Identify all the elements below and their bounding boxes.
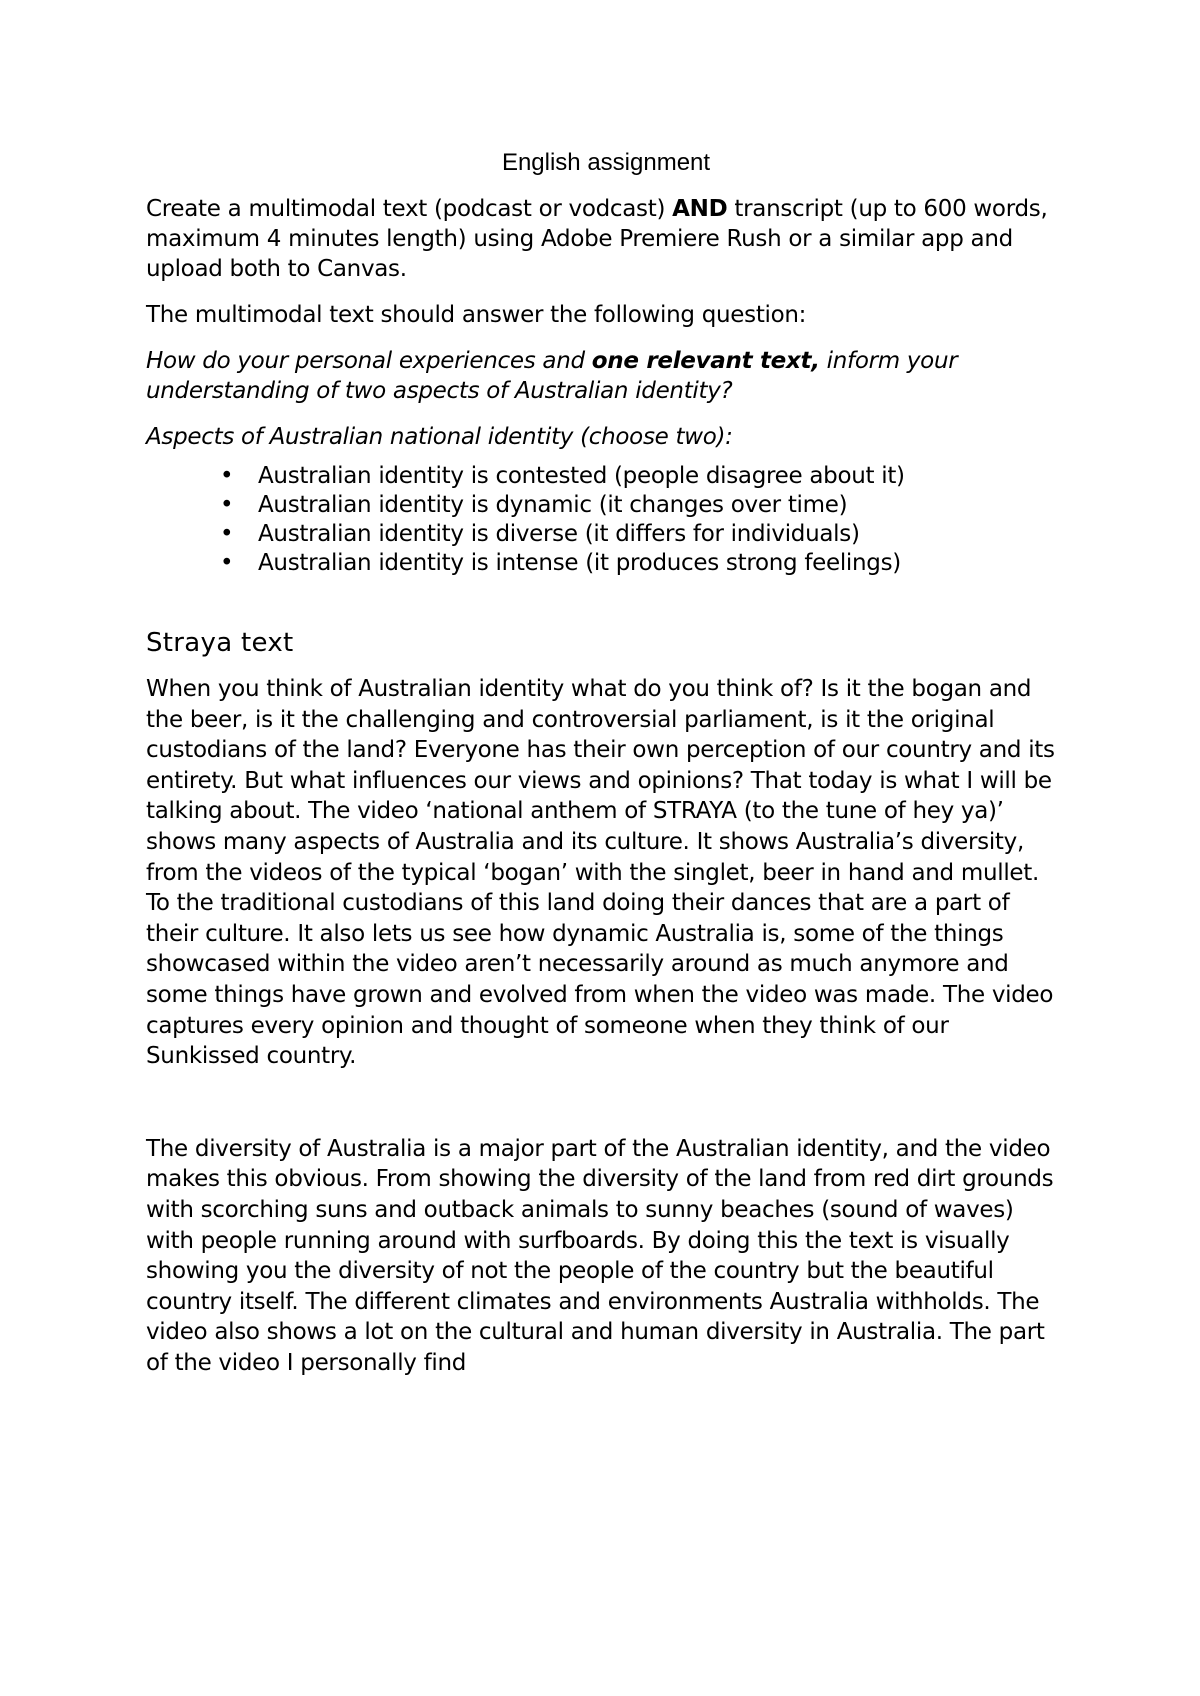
assignment-instructions (146, 194, 1066, 284)
bullet-icon: • (220, 463, 234, 489)
aspects-list (146, 462, 1066, 578)
aspect-text: Australian identity is intense (it produces strong feelings) (258, 550, 901, 576)
aspect-text: Australian identity is dynamic (it changes over time) (258, 492, 848, 518)
document-title: English assignment (501, 149, 711, 176)
question-emphasis: one relevant text, (591, 348, 820, 374)
instructions-text-1: Create a multimodal text (podcast or vodcast) (146, 196, 673, 222)
aspect-item (146, 520, 1066, 549)
aspects-label: Aspects of Australian national identity (choose two): (146, 424, 733, 450)
section-heading: Straya text (146, 628, 294, 658)
bullet-icon: • (220, 550, 234, 576)
aspect-text: Australian identity is diverse (it differs for individuals) (258, 521, 860, 547)
instructions-text-2: transcript (up to 600 words, maximum 4 minutes length) using Adobe Premiere Rush or a similar app and upload both to Canvas. (146, 196, 1048, 282)
bullet-icon: • (220, 521, 234, 547)
essay-paragraph: The diversity of Australia is a major part of the Australian identity, and the video makes this obvious. From showing the diversity of the land from red dirt grounds with scorching suns and outback animals to sunny beaches (sound of waves) with people running around with surfboards. By doing this the text is visually showing you the diversity of not the people of the country but the beautiful country itself. The different climates and environments Australia withholds. The video also shows a lot on the cultural and human diversity in Australia. The part of the video I personally find (146, 1135, 1054, 1376)
prompt-line: The multimodal text should answer the following question: (146, 302, 807, 328)
instructions-emphasis: AND (672, 196, 728, 222)
bullet-icon: • (220, 492, 234, 518)
document-page (146, 148, 1066, 1378)
aspect-item (146, 549, 1066, 578)
question-text-1: How do your personal experiences and (146, 348, 592, 374)
essay-paragraph: When you think of Australian identity what do you think of? Is it the bogan and the beer, is it the challenging and controversial parliament, is it the original custodians of the land? Everyone has their own perception of our country and its entirety. But what influences our views and opinions? That today is what I will be talking about. The video ‘national anthem of STRAYA (to the tune of hey ya)’ shows many aspects of Australia and its culture. It shows Australia’s diversity, from the videos of the typical ‘bogan’ with the singlet, beer in hand and mullet. To the traditional custodians of this land doing their dances that are a part of their culture. It also lets us see how dynamic Australia is, some of the things showcased within the video aren’t necessarily around as much anymore and some things have grown and evolved from when the video was made. The video captures every opinion and thought of someone when they think of our Sunkissed country. (146, 676, 1055, 1070)
assignment-question (146, 346, 1066, 406)
essay-body (146, 674, 1066, 1378)
aspect-item (146, 462, 1066, 491)
aspect-text: Australian identity is contested (people disagree about it) (258, 463, 905, 489)
aspect-item (146, 491, 1066, 520)
question-text-2: inform your understanding of two aspects of Australian identity? (146, 348, 958, 404)
